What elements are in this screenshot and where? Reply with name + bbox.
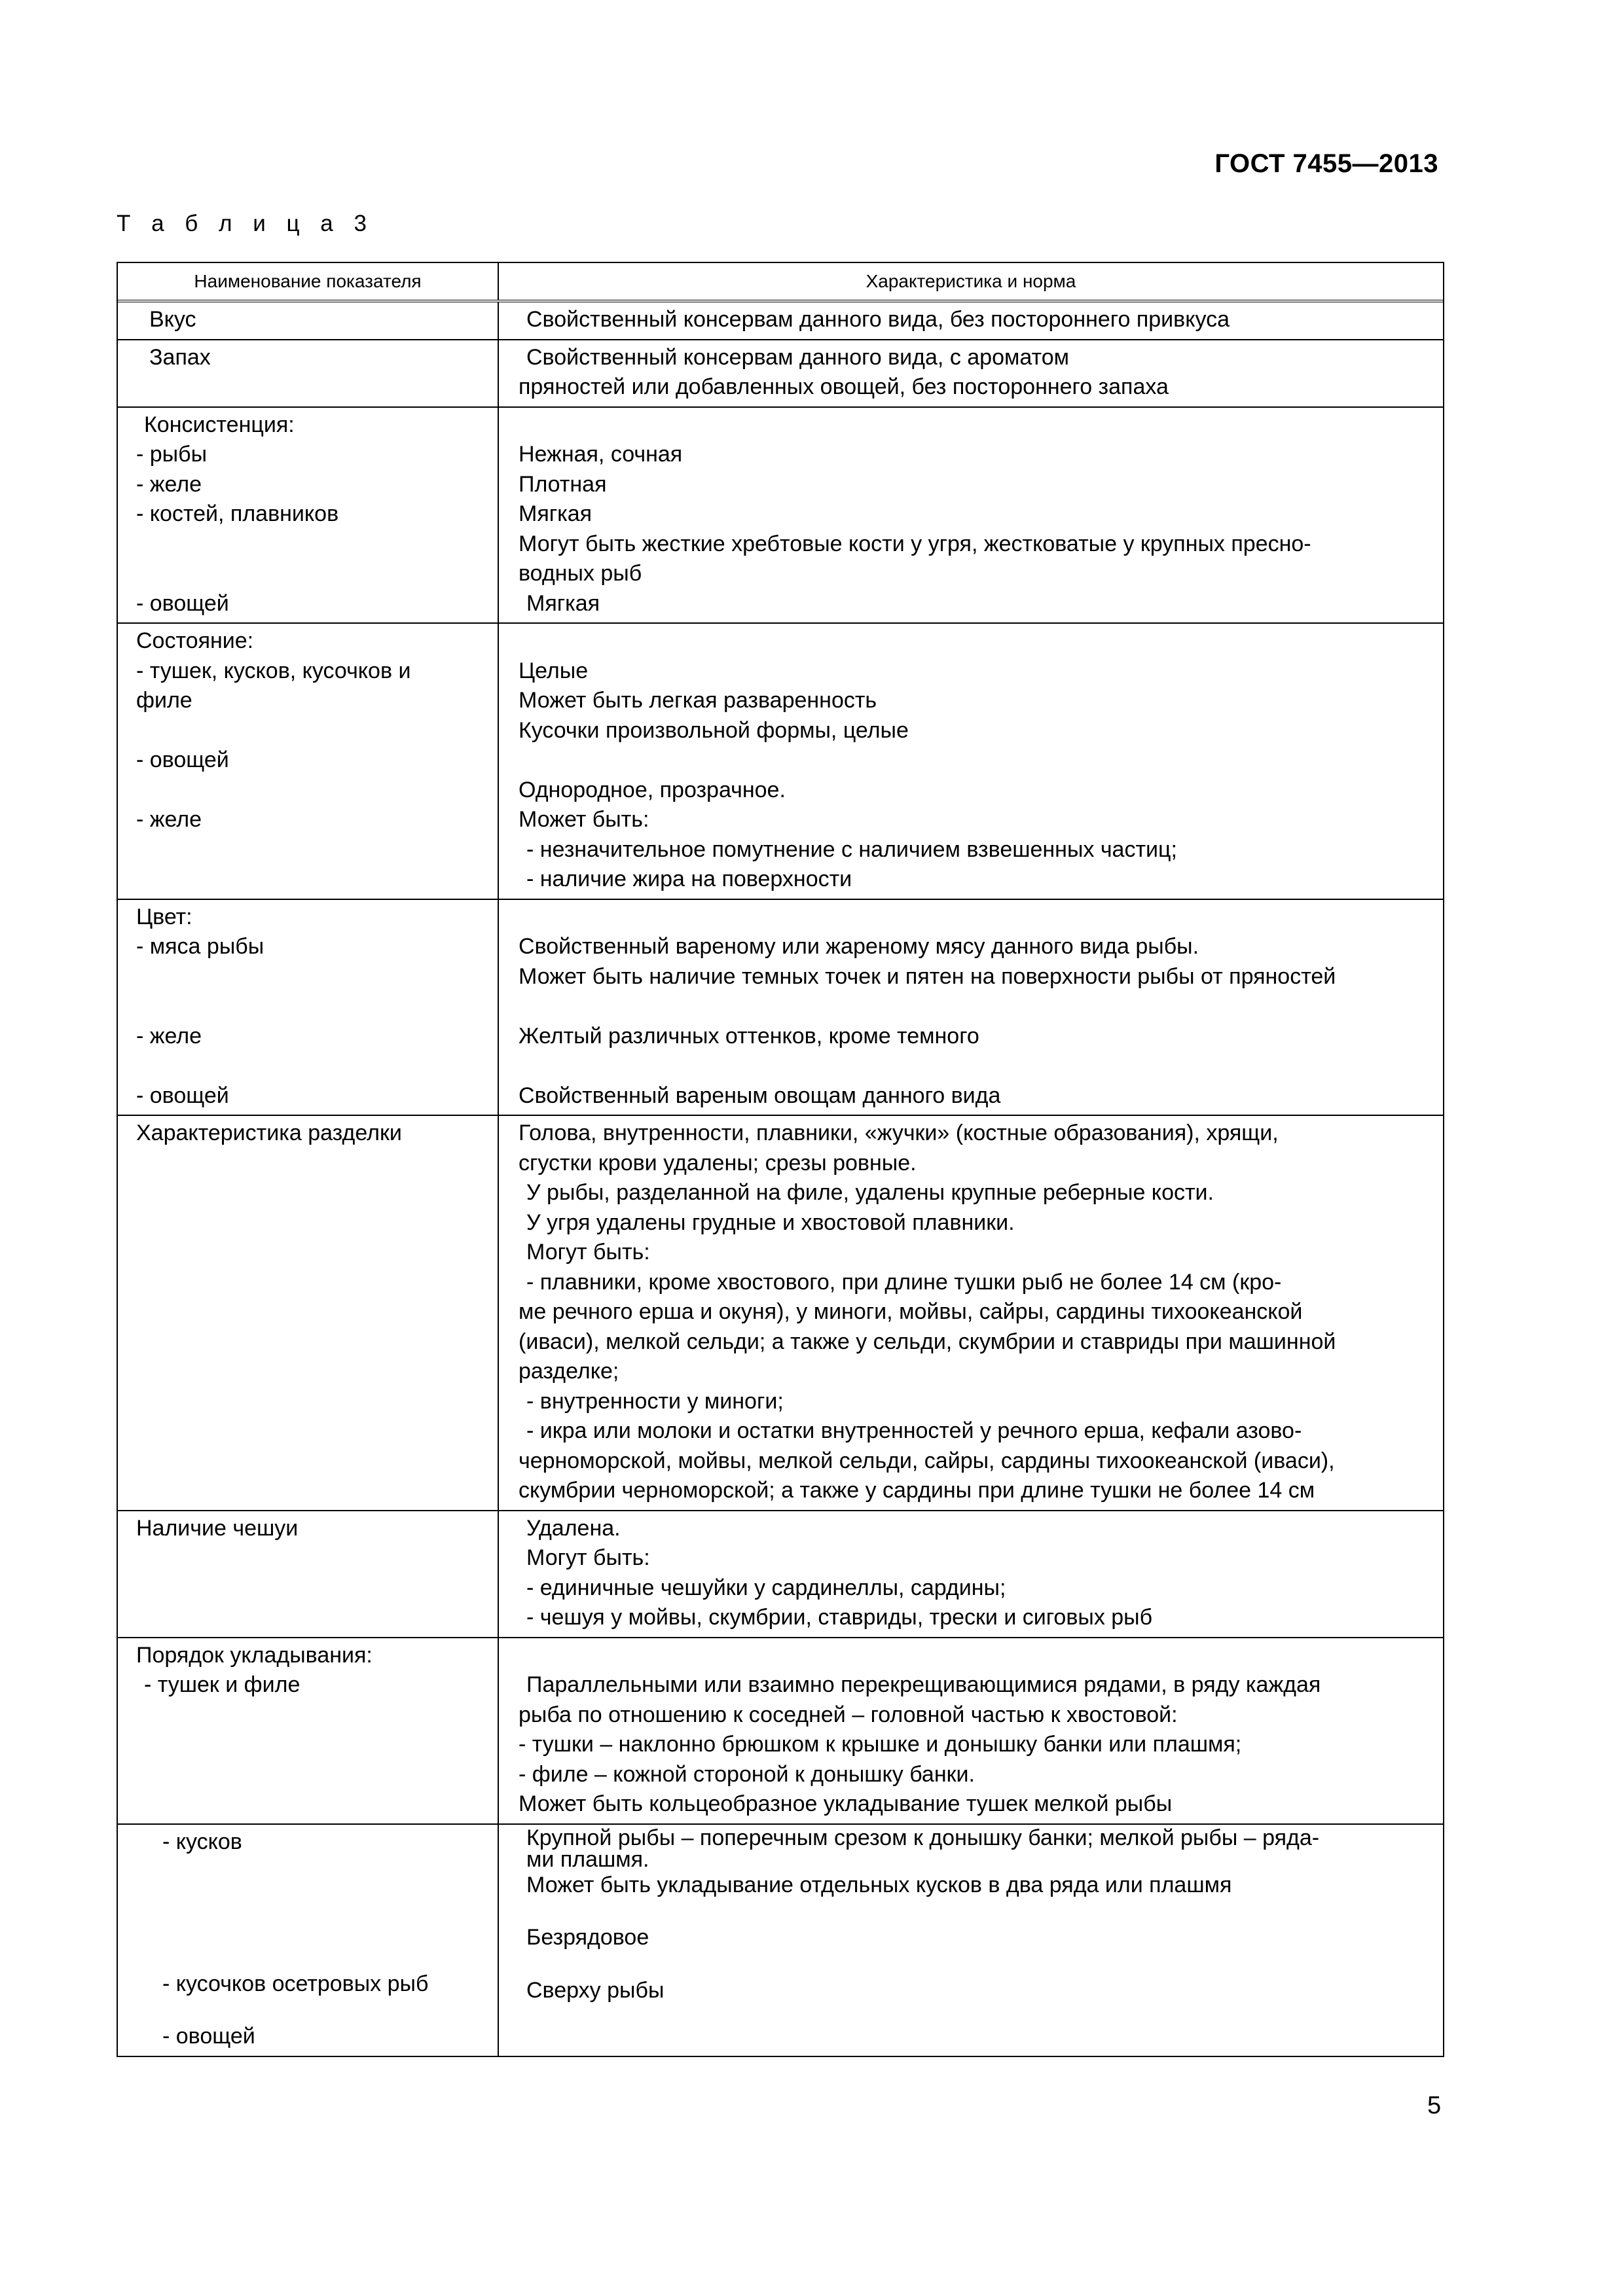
indicator-sub: - мяса рыбы <box>136 934 264 959</box>
norm-text: У угря удалены грудные и хвостовой плавники. <box>526 1210 1015 1235</box>
indicator-sub: - желе <box>136 807 202 832</box>
norm-text: - тушки – наклонно брюшком к крышке и донышку банки или плашмя; <box>519 1732 1242 1757</box>
table-row-pieces <box>118 1823 1443 2056</box>
table-row-cutting <box>118 1115 1443 1510</box>
indicator-sub: - костей, плавников <box>136 501 339 526</box>
norm-text: водных рыб <box>519 561 642 586</box>
indicator-name: Состояние: <box>136 628 254 653</box>
indicator-sub: - овощей <box>136 747 229 772</box>
norm-text: Плотная <box>519 471 607 497</box>
indicator-sub: - кусочков осетровых рыб <box>162 1971 429 1996</box>
indicator-sub: - кусков <box>162 1829 242 1854</box>
norm-text: Могут быть: <box>526 1545 650 1570</box>
indicator-name: Наличие чешуи <box>136 1515 299 1541</box>
indicator-sub: - желе <box>136 1023 202 1049</box>
table-row-scales <box>118 1510 1443 1637</box>
norm-text: Могут быть жесткие хребтовые кости у угря, жестковатые у крупных пресно- <box>519 531 1311 556</box>
norm-text: Может быть укладывание отдельных кусков в два ряда или плашмя <box>526 1872 1232 1897</box>
table-row-state <box>118 622 1443 899</box>
norm-text: У рыбы, разделанной на филе, удалены крупные реберные кости. <box>526 1180 1214 1205</box>
indicator-name: Характеристика разделки <box>136 1121 402 1145</box>
norm-text: Свойственный консервам данного вида, без постороннего привкуса <box>526 307 1230 332</box>
norm-text: Безрядовое <box>526 1925 649 1950</box>
norm-text: черноморской, мойвы, мелкой сельди, сайры, сардины тихоокеанской (иваси), <box>519 1448 1335 1473</box>
requirements-table <box>117 262 1444 2057</box>
table-caption: Т а б л и ц а 3 <box>117 211 374 236</box>
norm-text: - икра или молоки и остатки внутренностей у речного ерша, кефали азово- <box>526 1418 1302 1443</box>
indicator-sub: - овощей <box>136 1083 229 1108</box>
norm-text: Параллельными или взаимно перекрещивающимися рядами, в ряду каждая <box>526 1672 1321 1697</box>
norm-text: Голова, внутренности, плавники, «жучки» (костные образования), хрящи, <box>519 1121 1279 1145</box>
norm-text: Свойственный консервам данного вида, с ароматом <box>526 344 1069 370</box>
norm-text: Сверху рыбы <box>526 1977 665 2003</box>
indicator-name: Вкус <box>149 307 196 332</box>
norm-text: рыба по отношению к соседней – головной частью к хвостовой: <box>519 1702 1178 1727</box>
norm-text: Однородное, прозрачное. <box>519 777 786 802</box>
norm-text: Может быть кольцеобразное укладывание тушек мелкой рыбы <box>519 1791 1173 1816</box>
norm-text: Целые <box>519 658 589 683</box>
norm-text: - чешуя у мойвы, скумбрии, ставриды, трески и сиговых рыб <box>526 1605 1153 1630</box>
indicator-sub: - овощей <box>162 2024 255 2049</box>
norm-text: Мягкая <box>519 501 593 526</box>
norm-text: - единичные чешуйки у сардинеллы, сардины; <box>526 1575 1006 1600</box>
norm-text: - филе – кожной стороной к донышку банки. <box>519 1761 975 1787</box>
indicator-sub: - желе <box>136 471 202 497</box>
table-row-taste <box>118 300 1443 339</box>
norm-text: - плавники, кроме хвостового, при длине тушки рыб не более 14 см (кро- <box>526 1269 1282 1295</box>
norm-text: - внутренности у миноги; <box>526 1388 784 1414</box>
norm-text: Свойственный вареным овощам данного вида <box>519 1083 1001 1108</box>
table-row-color <box>118 899 1443 1115</box>
indicator-name: Запах <box>149 344 211 370</box>
page-number: 5 <box>1427 2092 1442 2119</box>
indicator-sub: - тушек, кусков, кусочков и <box>136 658 411 683</box>
norm-text: пряностей или добавленных овощей, без постороннего запаха <box>519 374 1169 399</box>
indicator-name: Порядок укладывания: <box>136 1642 373 1668</box>
column-header-norm: Характеристика и норма <box>866 271 1076 291</box>
indicator-sub: - овощей <box>136 590 229 616</box>
indicator-name: Цвет: <box>136 904 192 929</box>
norm-text: (иваси), мелкой сельди; а также у сельди, скумбрии и ставриды при машинной <box>519 1329 1336 1354</box>
norm-text: сгустки крови удалены; срезы ровные. <box>519 1150 917 1175</box>
norm-text: Нежная, сочная <box>519 442 683 467</box>
norm-text: Может быть легкая разваренность <box>519 688 877 713</box>
norm-text: Крупной рыбы – поперечным срезом к донышку банки; мелкой рыбы – ряда- <box>526 1825 1320 1850</box>
indicator-sub: - рыбы <box>136 442 208 467</box>
norm-text: Кусочки произвольной формы, целые <box>519 717 909 743</box>
norm-text: - незначительное помутнение с наличием взвешенных частиц; <box>526 836 1177 862</box>
norm-text: Может быть наличие темных точек и пятен на поверхности рыбы от пряностей <box>519 963 1336 989</box>
column-header-indicator: Наименование показателя <box>118 263 499 300</box>
norm-text: ме речного ерша и окуня), у миноги, мойвы, сайры, сардины тихоокеанской <box>519 1299 1303 1324</box>
indicator-name: Консистенция: <box>144 412 295 437</box>
table-row-smell <box>118 339 1443 406</box>
norm-text: Могут быть: <box>526 1240 650 1265</box>
standard-code: ГОСТ 7455—2013 <box>1214 149 1438 178</box>
norm-text: скумбрии черноморской; а также у сардины при длине тушки не более 14 см <box>519 1478 1315 1503</box>
table-header-row <box>118 263 1443 300</box>
indicator-sub: филе <box>136 688 192 713</box>
norm-text: Свойственный вареному или жареному мясу данного вида рыбы. <box>519 934 1199 959</box>
table-row-consistency <box>118 406 1443 623</box>
norm-text: ми плашмя. <box>526 1846 649 1872</box>
norm-text: Удалена. <box>526 1515 621 1541</box>
norm-text: Желтый различных оттенков, кроме темного <box>519 1023 979 1049</box>
table-row-packing <box>118 1637 1443 1823</box>
norm-text: Мягкая <box>526 590 600 616</box>
norm-text: разделке; <box>519 1359 619 1384</box>
indicator-sub: - тушек и филе <box>144 1672 301 1697</box>
norm-text: - наличие жира на поверхности <box>526 867 852 891</box>
norm-text: Может быть: <box>519 807 649 832</box>
